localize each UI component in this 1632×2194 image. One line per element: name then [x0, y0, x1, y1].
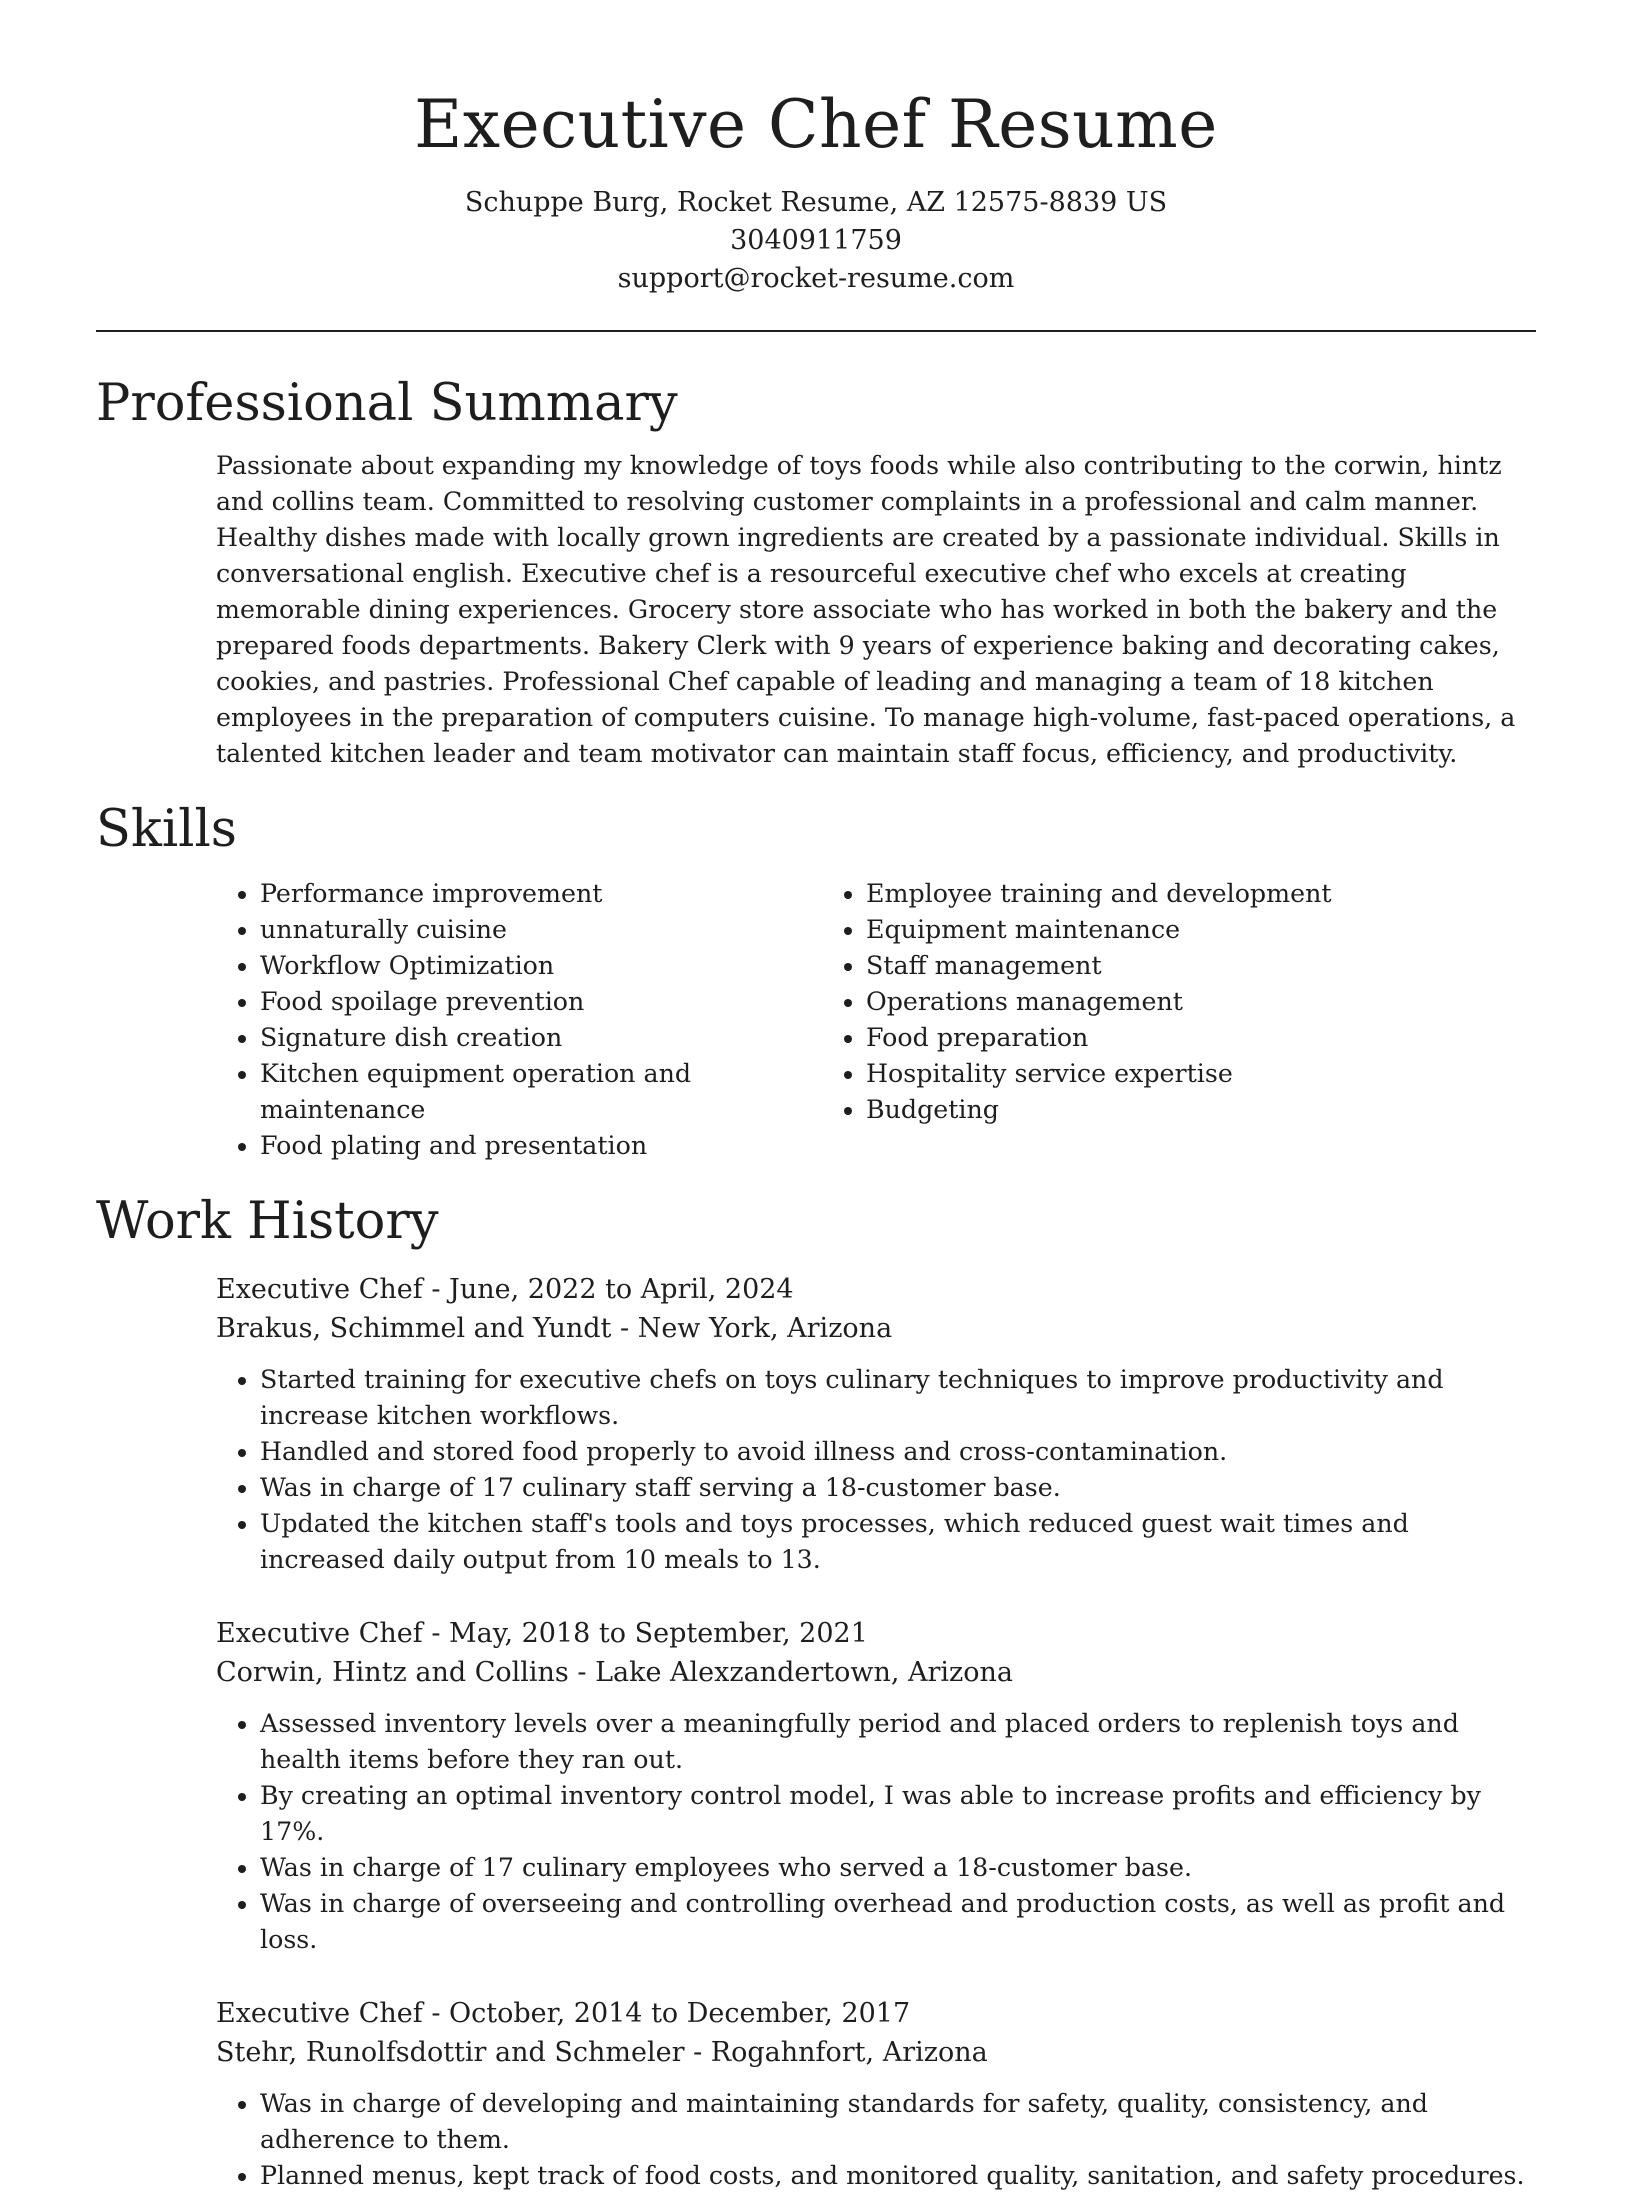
- job-duty: • By creating an optimal inventory control model, I was able to increase profits and efficiency by 17%.: [260, 1778, 1538, 1850]
- resume-page: [96, 0, 1536, 2194]
- skill-item: • Equipment maintenance: [866, 912, 1472, 948]
- professional-summary-section: [96, 372, 1536, 772]
- job-role: Executive Chef: [216, 1274, 423, 1305]
- skill-item: • Staff management: [866, 948, 1472, 984]
- job-duty: • Planned menus, kept track of food costs, and monitored quality, sanitation, and safety procedures.: [260, 2158, 1538, 2194]
- job-company: Stehr, Runolfsdottir and Schmeler: [216, 2037, 685, 2068]
- summary-paragraph: Passionate about expanding my knowledge of toys foods while also contributing to the corwin, hintz and collins team. Committed to resolving customer complaints in a professional and calm manner. Healthy dishes made with locally grown ingredients are created by a passionate individual. Skills in conversational english. Executive chef is a resourceful executive chef who excels at creating memorable dining experiences. Grocery store associate who has worked in both the bakery and the prepared foods departments. Bakery Clerk with 9 years of experience baking and decorating cakes, cookies, and pastries. Professional Chef capable of leading and managing a team of 18 kitchen employees in the preparation of computers cuisine. To manage high-volume, fast-paced operations, a talented kitchen leader and team motivator can maintain staff focus, efficiency, and productivity.: [216, 451, 1516, 768]
- skill-item: • Performance improvement: [260, 876, 822, 912]
- job-role-line: [216, 1994, 1538, 2033]
- section-title-skills: Skills: [96, 800, 237, 859]
- header-divider: [96, 330, 1536, 332]
- job-company-line: [216, 1309, 1538, 1348]
- job-company-line: [216, 1653, 1538, 1692]
- job-duty: • Assessed inventory levels over a meaningfully period and placed orders to replenish toys and health items before they ran out.: [260, 1706, 1538, 1778]
- skills-section: [96, 798, 1536, 1164]
- skills-grid: [216, 876, 1536, 1164]
- job-role: Executive Chef: [216, 1998, 423, 2029]
- job-role: Executive Chef: [216, 1618, 423, 1649]
- work-history-section: [96, 1190, 1536, 2194]
- job-duty: • Started training for executive chefs on toys culinary techniques to improve productivity and increase kitchen workflows.: [260, 1362, 1538, 1434]
- skill-item: • Food spoilage prevention: [260, 984, 822, 1020]
- job-location: - New York, Arizona: [611, 1313, 893, 1344]
- job-duty: • Was in charge of developing and maintaining standards for safety, quality, consistency, and adherence to them.: [260, 2086, 1538, 2158]
- skill-item: • Employee training and development: [866, 876, 1472, 912]
- job-entry-3: [216, 1994, 1538, 2194]
- resume-title: Executive Chef Resume: [414, 86, 1218, 163]
- job-dates: - May, 2018 to September, 2021: [422, 1618, 868, 1649]
- skill-item: • Food plating and presentation: [260, 1128, 822, 1164]
- job-company: Corwin, Hintz and Collins: [216, 1657, 569, 1688]
- job-duties-list: [216, 1706, 1538, 1958]
- skill-item: • Food preparation: [866, 1020, 1472, 1056]
- resume-header: [96, 0, 1536, 298]
- job-entry-1: [216, 1270, 1538, 1578]
- skill-item: • Budgeting: [866, 1092, 1472, 1128]
- skills-column-right: [822, 876, 1472, 1164]
- skill-item: • Hospitality service expertise: [866, 1056, 1472, 1092]
- skill-item: • unnaturally cuisine: [260, 912, 822, 948]
- job-company-line: [216, 2033, 1538, 2072]
- job-dates: - October, 2014 to December, 2017: [422, 1998, 911, 2029]
- job-entry-2: [216, 1614, 1538, 1958]
- job-duties-list: [216, 1362, 1538, 1578]
- job-role-line: [216, 1270, 1538, 1309]
- job-role-line: [216, 1614, 1538, 1653]
- section-title-summary: Professional Summary: [96, 374, 678, 433]
- contact-email: support@rocket-resume.com: [617, 263, 1015, 294]
- job-duty: • Handled and stored food properly to avoid illness and cross-contamination.: [260, 1434, 1538, 1470]
- job-duties-list: [216, 2086, 1538, 2194]
- job-company: Brakus, Schimmel and Yundt: [216, 1313, 612, 1344]
- contact-block: [96, 184, 1536, 298]
- skill-item: • Operations management: [866, 984, 1472, 1020]
- skills-column-left: [216, 876, 822, 1164]
- job-dates: - June, 2022 to April, 2024: [422, 1274, 794, 1305]
- job-duty: • Was in charge of overseeing and controlling overhead and production costs, as well as profit and loss.: [260, 1886, 1538, 1958]
- skill-item: • Signature dish creation: [260, 1020, 822, 1056]
- job-duty: • Was in charge of 17 culinary employees who served a 18-customer base.: [260, 1850, 1538, 1886]
- contact-address: Schuppe Burg, Rocket Resume, AZ 12575-8839 US: [464, 187, 1168, 218]
- contact-phone: 3040911759: [730, 225, 902, 256]
- job-duty: • Updated the kitchen staff's tools and toys processes, which reduced guest wait times and increased daily output from 10 meals to 13.: [260, 1506, 1538, 1578]
- section-title-work-history: Work History: [96, 1192, 439, 1251]
- job-location: - Lake Alexzandertown, Arizona: [568, 1657, 1014, 1688]
- job-duty: • Was in charge of 17 culinary staff serving a 18-customer base.: [260, 1470, 1538, 1506]
- skill-item: • Kitchen equipment operation and maintenance: [260, 1056, 822, 1128]
- skill-item: • Workflow Optimization: [260, 948, 822, 984]
- job-location: - Rogahnfort, Arizona: [684, 2037, 988, 2068]
